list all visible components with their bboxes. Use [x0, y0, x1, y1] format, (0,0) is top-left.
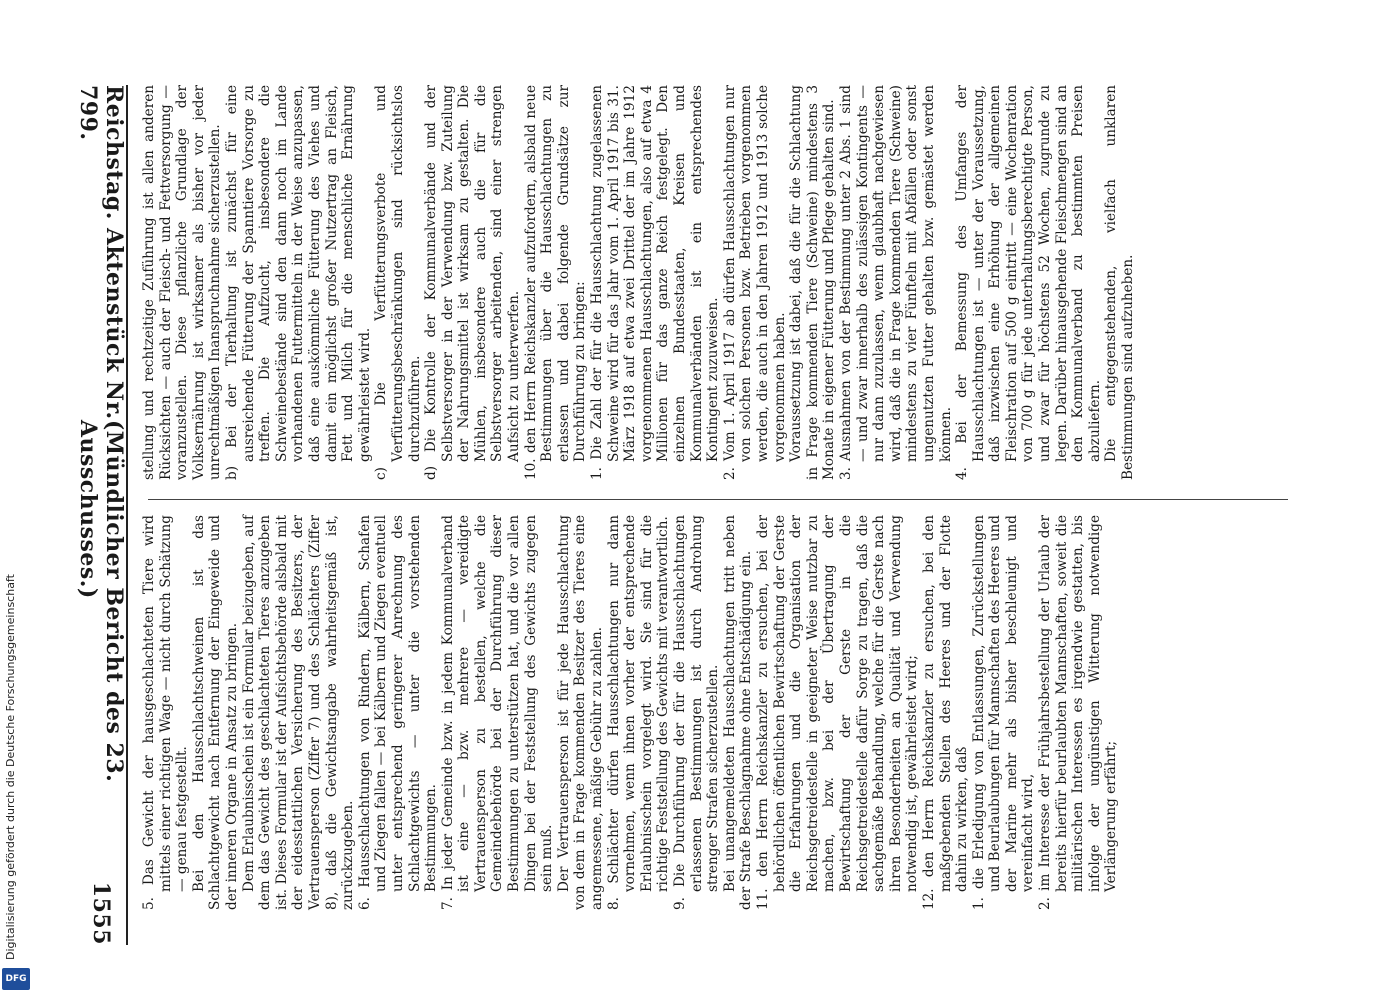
page-number: 1555 [88, 881, 114, 945]
page-header [75, 85, 127, 945]
paragraph: 5. Das Gewicht der hausgeschlachteten Tiere wird mittels einer richtigen Wage — nicht durch Schätzung — genau festgestellt. [141, 515, 191, 910]
paragraph: 1. Die Zahl der für die Hausschlachtung zugelassenen Schweine wird für das Jahr vom 1. April 1917 bis 31. März 1918 auf etwa zwei Drittel der im Jahre 1912 vorgenommenen Hausschlachtungen, also auf etwa 4 Millionen für das ganze Reich festgelegt. Den einzelnen Bundesstaaten, Kreisen und Kommunalverbänden ist ein entsprechendes Kontingent zuzuweisen. [589, 85, 722, 480]
dfg-logo: DFG [2, 968, 30, 990]
paragraph: 2. im Interesse der Frühjahrsbestellung der Urlaub der bereits hierfür beurlaubten Mannschaften, soweit die militärischen Interessen es irgendwie gestatten, bis infolge der ungünstigen Witterung notwendige Verlängerung erfährt; [1037, 515, 1120, 910]
column-divider [148, 499, 1288, 500]
paragraph: 8. Schlächter dürfen Hausschlachtungen nur dann vornehmen, wenn ihnen vorher der entsprechende Erlaubnisschein vorgelegt wird. Sie sind für die richtige Feststellung des Gewichts mit verantwortlich. [605, 515, 672, 910]
paragraph: c) Die Verfütterungsverbote und Verfütterungsbeschränkungen sind rücksichtslos durchzuführen. [373, 85, 423, 480]
header-subtitle: (Mündlicher Bericht des 23. Ausschusses.) [75, 419, 127, 783]
paragraph: 4. Bei der Bemessung des Umfanges der Hausschlachtungen ist — unter der Voraussetzung, daß inzwischen eine Erhöhung der allgemeinen Fleischration auf 500 g eintritt — eine Wochenration von 700 g für jede unterhaltungsberechtigte Person, und zwar für höchstens 52 Wochen, zugrunde zu legen. Darüber hinausgehende Fleischmengen sind an den Kommunalverband zu bestimmten Preisen abzuliefern. [954, 85, 1103, 480]
paragraph: 11. den Herrn Reichskanzler zu ersuchen, bei der behördlichen öffentlichen Bewirtschaftung der Gerste die Erfahrungen und die Organisation der Reichsgetreidestelle in geeigneter Weise nutzbar zu machen, bzw. bei der Übertragung der Bewirtschaftung der Gerste in die Reichsgetreidestelle dafür Sorge zu tragen, daß die sachgemäße Behandlung, welche für die Gerste nach ihren Besonderheiten an Qualität und Verwendung notwendig ist, gewährleistet wird; [754, 515, 921, 910]
paragraph: d) Die Kontrolle der Kommunalverbände und der Selbstversorger in der Verwendung bzw. Zuteilung der Nahrungsmittel ist wirksam zu gestalten. Die Mühlen, insbesondere auch die für die Selbstversorger arbeitenden, sind einer strengen Aufsicht zu unterwerfen. [423, 85, 523, 480]
funding-note: Digitalisierung gefördert durch die Deutsche Forschungsgemeinschaft [4, 574, 17, 960]
paragraph: 6. Hausschlachtungen von Rindern, Kälbern, Schafen und Ziegen fallen — bei Kälbern und Ziegen eventuell unter entsprechend geringerer Anrechnung des Schlachtgewichts — unter die vorstehenden Bestimmungen. [356, 515, 440, 910]
paragraph: Der Vertrauensperson ist für jede Hausschlachtung von dem in Frage kommenden Besitzer des Tieres eine angemessene, mäßige Gebühr zu zahlen. [555, 515, 606, 910]
header-title: Reichstag. Aktenstück Nr. 799. [75, 85, 127, 420]
paragraph: 9. Die Durchführung der für die Hausschlachtungen erlassenen Bestimmungen ist durch Androhung strenger Strafen sicherzustellen. [672, 515, 722, 910]
paragraph: 10. den Herrn Reichskanzler aufzufordern, alsbald neue Bestimmungen über die Hausschlachtungen zu erlassen und dabei folgende Grundsätze zur Durchführung zu bringen: [522, 85, 589, 480]
paragraph: 7. In jeder Gemeinde bzw. in jedem Kommunalverband ist eine — bzw. mehrere — vereidigte Vertrauensperson zu bestellen, welche die Gemeindebehörde bei der Durchführung dieser Bestimmungen zu unterstützen hat, und die vor allen Dingen bei der Feststellung des Gewichts zugegen sein muß. [439, 515, 556, 910]
paragraph: 2. Vom 1. April 1917 ab dürfen Hausschlachtungen nur von solchen Personen bzw. Betrieben vorgenommen werden, die auch in den Jahren 1912 und 1913 solche vorgenommen haben. [721, 85, 788, 480]
paragraph: stellung und rechtzeitige Zuführung ist allen anderen Rücksichten — auch der Fleisch- und Fettversorgung — voranzustellen. Diese pflanzliche Grundlage der Volksernährung ist wirksamer als bisher vor jeder unrechtmäßigen Inanspruchnahme sicherzustellen. [141, 85, 224, 480]
paragraph: 3. Ausnahmen von der Bestimmung unter 2 Abs. 1 sind — und zwar innerhalb des zulässigen Kontingents — nur dann zuzulassen, wenn glaubhaft nachgewiesen wird, daß die in Frage kommenden Tiere (Schweine) mindestens zu vier Fünfteln mit Abfällen oder sonst ungenutzten Futter gehalten bzw. gemästet werden können. [837, 85, 954, 480]
paragraph: 1. die Erledigung von Entlassungen, Zurückstellungen und Beurlaubungen für Mannschaften des Heeres und der Marine mehr als bisher beschleunigt und vereinfacht wird, [970, 515, 1037, 910]
left-column [141, 85, 1291, 480]
header-rule [126, 85, 128, 945]
paragraph: Bei unangemeldeten Hausschlachtungen tritt neben der Strafe Beschlagnahme ohne Entschädigung ein. [721, 515, 755, 910]
paragraph: Dem Erlaubnisschein ist ein Formular beizugeben, auf dem das Gewicht des geschlachteten Tieres anzugeben ist. Dieses Formular ist der Aufsichtsbehörde alsbald mit der eidesstattlichen Versicherung des Besitzers, der Vertrauensperson (Ziffer 7) und des Schlächters (Ziffer 8), daß die Gewichtsangabe wahrheitsgemäß ist, zurückzugeben. [240, 515, 357, 910]
paragraph: 12. den Herrn Reichskanzler zu ersuchen, bei den maßgebenden Stellen des Heeres und der Flotte dahin zu wirken, daß [920, 515, 971, 910]
paragraph: Bei den Hausschlachtschweinen ist das Schlachtgewicht nach Entfernung der Eingeweide und der inneren Organe in Ansatz zu bringen. [190, 515, 240, 910]
paragraph: Voraussetzung ist dabei, daß die für die Schlachtung in Frage kommenden Tiere (Schweine) mindestens 3 Monate in eigener Fütterung und Pflege gehalten sind. [788, 85, 838, 480]
paragraph: Die entgegenstehenden, vielfach unklaren Bestimmungen sind aufzuheben. [1103, 85, 1137, 480]
right-column [141, 515, 1291, 910]
paragraph: b) Bei der Tierhaltung ist zunächst für eine ausreichende Fütterung der Spanntiere Vorsorge zu treffen. Die Aufzucht, insbesondere die Schweinebestände sind den dann noch im Lande vorhandenen Futtermitteln in der Weise anzupassen, daß eine auskömmliche Fütterung des Viehes und damit ein möglichst großer Nutzertrag an Fleisch, Fett und Milch für die menschliche Ernährung gewährleistet wird. [223, 85, 373, 480]
